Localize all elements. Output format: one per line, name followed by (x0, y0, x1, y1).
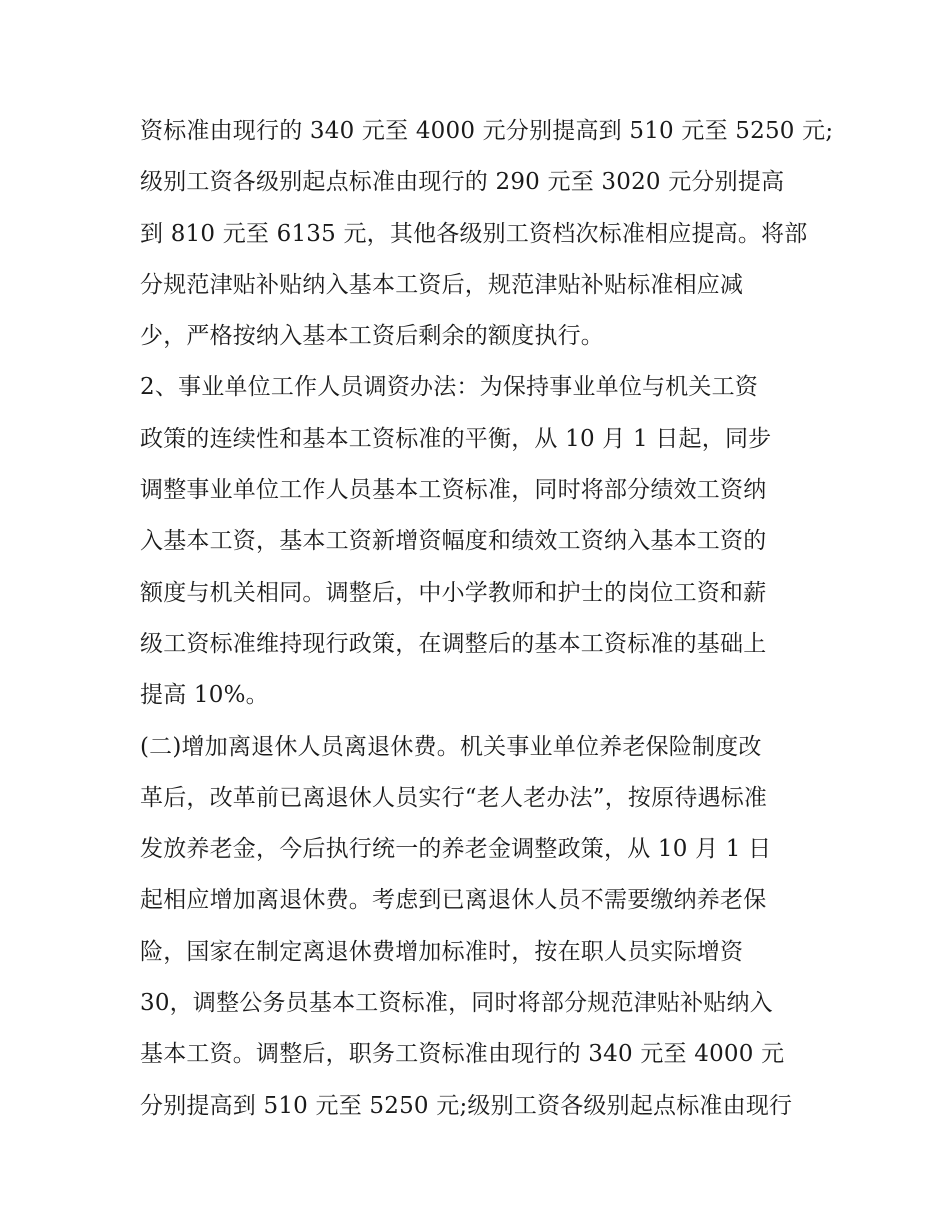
text-line: (二)增加离退休人员离退休费。机关事业单位养老保险制度改 (140, 733, 762, 760)
text-line: 分规范津贴补贴纳入基本工资后，规范津贴补贴标准相应减 (140, 271, 744, 298)
text-line: 基本工资。调整后，职务工资标准由现行的 340 元至 4000 元 (140, 1041, 785, 1068)
text-line: 革后，改革前已离退休人员实行“老人老办法”，按原待遇标准 (140, 784, 768, 811)
text-line: 30，调整公务员基本工资标准，同时将部分规范津贴补贴纳入 (140, 990, 773, 1017)
text-line: 提高 10%。 (140, 682, 269, 709)
text-line: 分别提高到 510 元至 5250 元;级别工资各级别起点标准由现行 (140, 1092, 793, 1119)
document-body (140, 106, 834, 1132)
text-line: 发放养老金，今后执行统一的养老金调整政策，从 10 月 1 日 (140, 836, 772, 863)
text-line: 调整事业单位工作人员基本工资标准，同时将部分绩效工资纳 (140, 477, 767, 504)
text-line: 级别工资各级别起点标准由现行的 290 元至 3020 元分别提高 (140, 169, 785, 196)
text-line: 入基本工资，基本工资新增资幅度和绩效工资纳入基本工资的 (140, 528, 767, 555)
text-line: 政策的连续性和基本工资标准的平衡，从 10 月 1 日起，同步 (140, 425, 772, 452)
text-line: 起相应增加离退休费。考虑到已离退休人员不需要缴纳养老保 (140, 887, 767, 914)
text-line: 级工资标准维持现行政策，在调整后的基本工资标准的基础上 (140, 630, 767, 657)
text-line: 资标准由现行的 340 元至 4000 元分别提高到 510 元至 5250 元; (140, 118, 834, 144)
text-line: 额度与机关相同。调整后，中小学教师和护士的岗位工资和薪 (140, 579, 767, 606)
text-line: 少，严格按纳入基本工资后剩余的额度执行。 (140, 323, 604, 350)
text-line: 险，国家在制定离退休费增加标准时，按在职人员实际增资 (140, 938, 744, 965)
text-line: 2、事业单位工作人员调资办法：为保持事业单位与机关工资 (140, 374, 759, 401)
text-line: 到 810 元至 6135 元，其他各级别工资档次标准相应提高。将部 (140, 220, 808, 247)
